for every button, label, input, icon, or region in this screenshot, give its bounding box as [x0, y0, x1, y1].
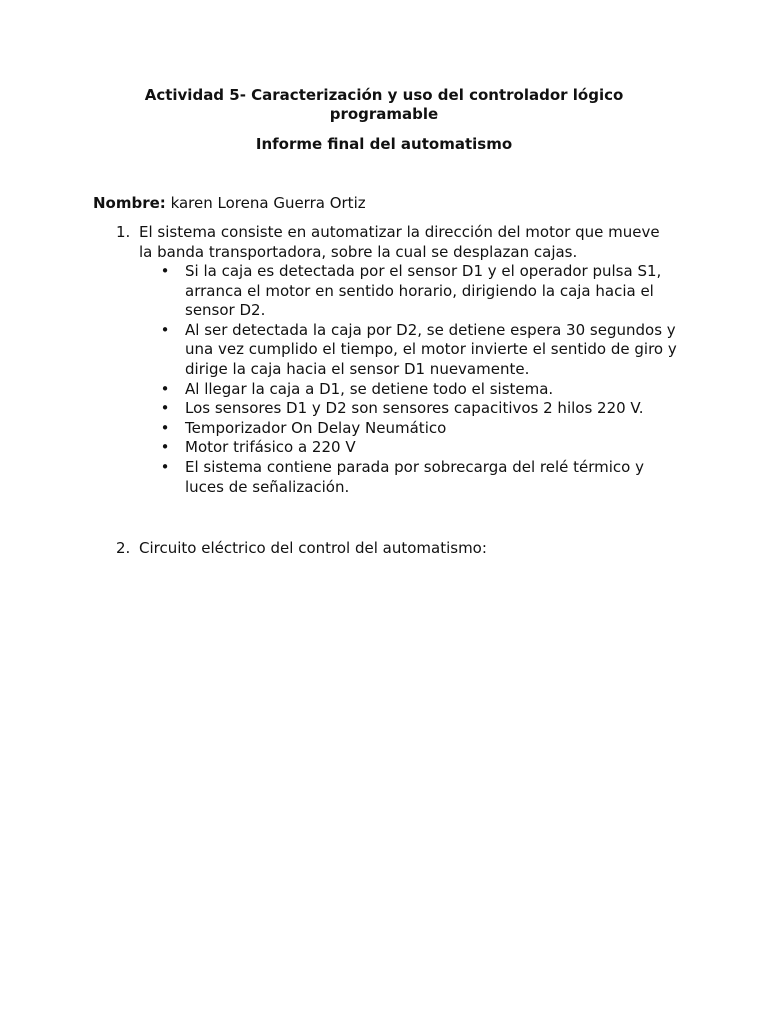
list-number: 1.: [116, 223, 131, 241]
bullet-item: [160, 380, 680, 400]
bullet-text: Al llegar la caja a D1, se detiene todo el sistema.: [185, 379, 554, 398]
bullet-icon: •: [160, 399, 170, 418]
bullet-icon: •: [160, 262, 170, 280]
bullet-item: [160, 438, 680, 458]
name-label: Nombre:: [93, 194, 166, 212]
bullet-item: [160, 399, 680, 419]
student-name-line: [93, 194, 366, 213]
bullet-icon: •: [160, 457, 170, 476]
bullet-text: Los sensores D1 y D2 son sensores capacitivos 2 hilos 220 V.: [185, 399, 644, 418]
bullet-icon: •: [160, 438, 170, 457]
bullet-text: Motor trifásico a 220 V: [185, 438, 356, 457]
bullet-text: Temporizador On Delay Neumático: [185, 418, 447, 437]
document-title: Actividad 5- Caracterización y uso del controlador lógico programable: [144, 86, 624, 123]
list-number: 2.: [116, 539, 131, 557]
bullet-icon: •: [160, 320, 170, 339]
list-text: El sistema consiste en automatizar la dirección del motor que mueve la banda transportadora, sobre la cual se desplazan cajas.: [139, 223, 660, 261]
bullet-item: [160, 458, 680, 497]
bullet-text: Al ser detectada la caja por D2, se detiene espera 30 segundos y una vez cumplido el tiempo, el motor invierte el sentido de giro y dirige la caja hacia el sensor D1 nuevamente.: [185, 320, 677, 378]
bullet-icon: •: [160, 379, 170, 398]
name-value: karen Lorena Guerra Ortiz: [165, 194, 366, 212]
bullet-item: [160, 419, 680, 439]
list-item-2: [116, 539, 676, 559]
list-item-1: [116, 223, 676, 262]
bullet-item: [160, 262, 680, 321]
bullet-item: [160, 321, 680, 380]
bullet-text: El sistema contiene parada por sobrecarga del relé térmico y luces de señalización.: [185, 457, 644, 496]
list-text: Circuito eléctrico del control del automatismo:: [139, 539, 487, 557]
bullet-icon: •: [160, 418, 170, 437]
bullet-text: Si la caja es detectada por el sensor D1 y el operador pulsa S1, arranca el motor en sentido horario, dirigiendo la caja hacia el sensor D2.: [185, 262, 662, 320]
document-subtitle: Informe final del automatismo: [255, 135, 513, 153]
bullet-list: [160, 262, 680, 497]
